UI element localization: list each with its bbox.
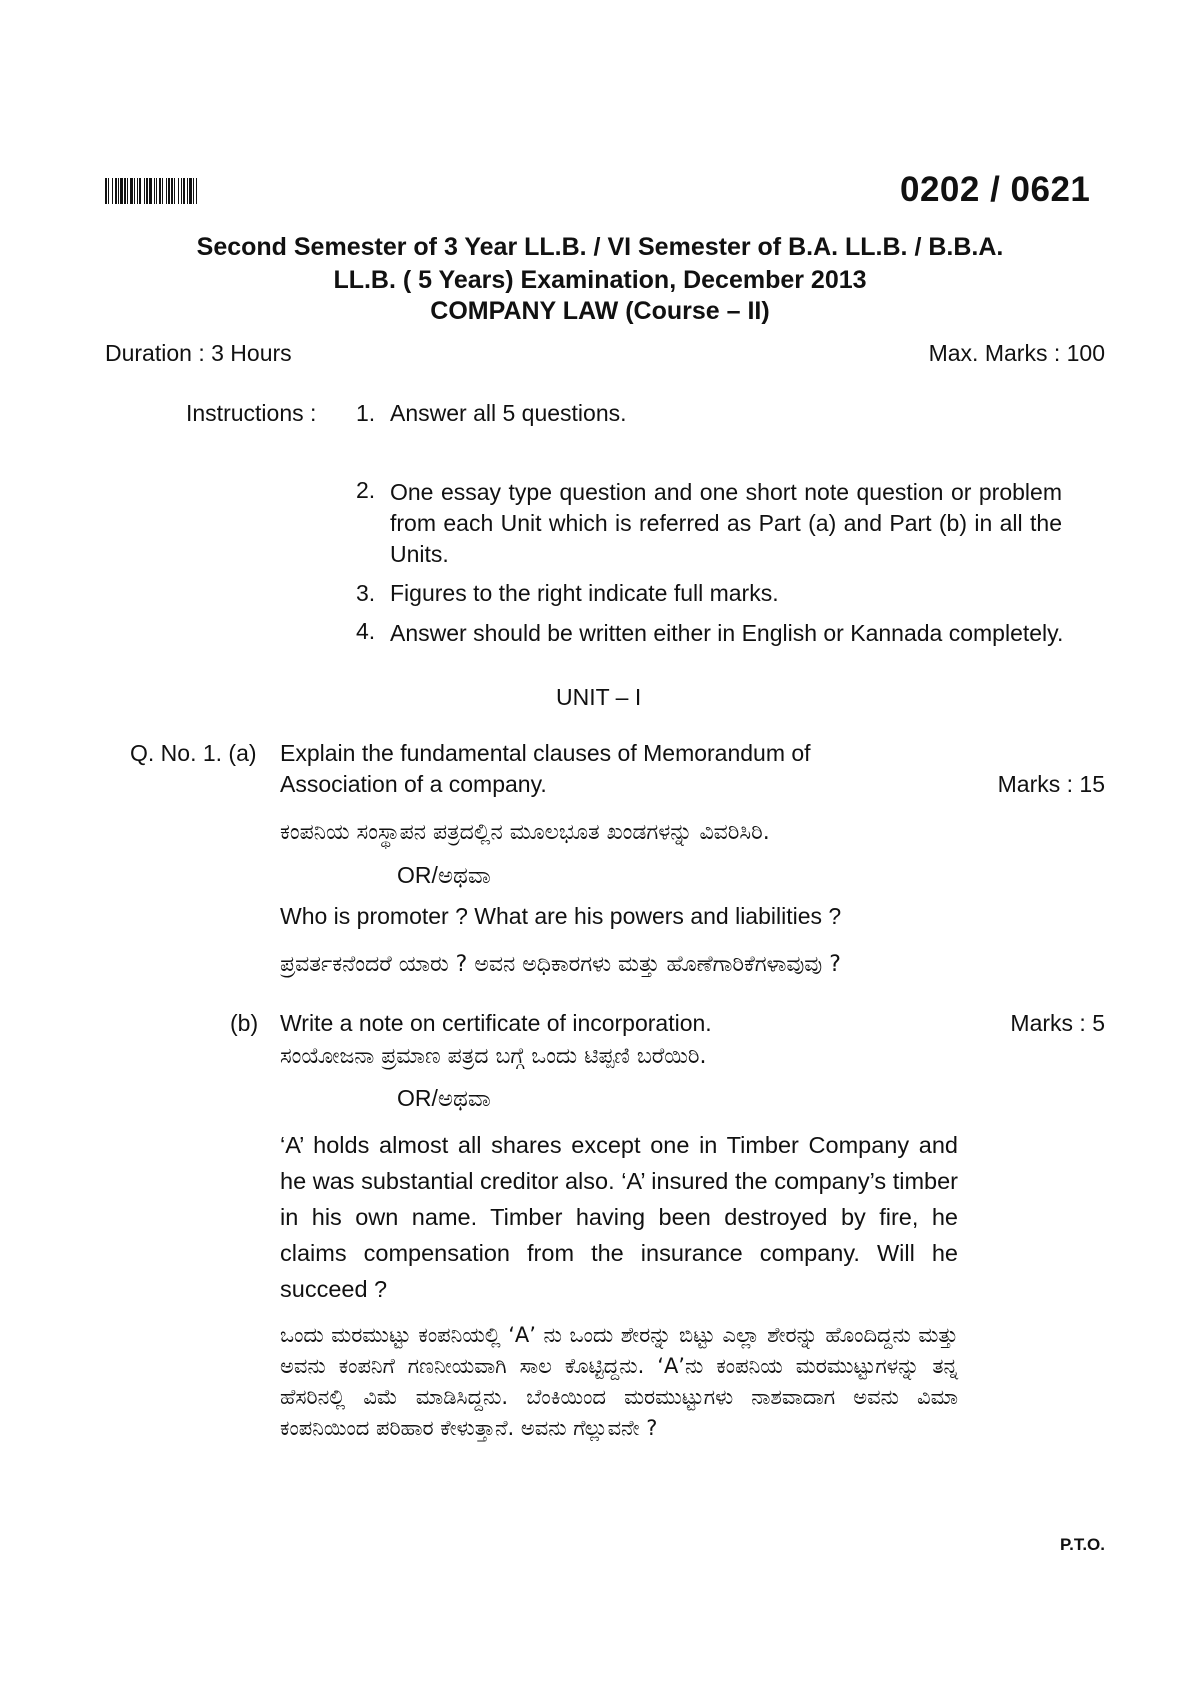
paper-code: 0202 / 0621	[900, 170, 1091, 209]
question-text-kannada: ಪ್ರವರ್ತಕನೆಂದರೆ ಯಾರು ? ಅವನ ಅಧಿಕಾರಗಳು ಮತ್ತು ಹೊಣೆಗಾರಿಕೆಗಳಾವುವು ?	[280, 952, 841, 977]
exam-title-line1: Second Semester of 3 Year LL.B. / VI Semester of B.A. LL.B. / B.B.A.	[196, 233, 1004, 261]
question-text: Who is promoter ? What are his powers and liabilities ?	[280, 903, 842, 929]
instructions-label: Instructions :	[186, 400, 317, 426]
or-separator: OR/ಅಥವಾ	[397, 862, 491, 888]
question-text-kannada: ಸಂಯೋಜನಾ ಪ್ರಮಾಣ ಪತ್ರದ ಬಗ್ಗೆ ಒಂದು ಟಿಪ್ಪಣಿ ಬರೆಯಿರಿ.	[280, 1044, 707, 1069]
exam-title-line2: LL.B. ( 5 Years) Examination, December 2013	[333, 266, 867, 294]
barcode-bar	[197, 178, 199, 204]
marks-label: Marks : 5	[1010, 1010, 1105, 1036]
question-label: Q. No. 1. (a)	[130, 740, 257, 766]
question-text: Write a note on certificate of incorporation.	[280, 1010, 712, 1036]
or-separator: OR/ಅಥವಾ	[397, 1085, 491, 1111]
question-label: (b)	[230, 1010, 259, 1036]
problem-text-kannada: ಒಂದು ಮರಮುಟ್ಟು ಕಂಪನಿಯಲ್ಲಿ ‘A’ ನು ಒಂದು ಶೇರನ್ನು ಬಿಟ್ಟು ಎಲ್ಲಾ ಶೇರನ್ನು ಹೊಂದಿದ್ದನು ಮತ್ತು ಅವನು ಕಂಪನಿಗೆ ಗಣನೀಯವಾಗಿ ಸಾಲ ಕೊಟ್ಟಿದ್ದನು. ‘A’ನು ಕಂಪನಿಯ ಮರಮುಟ್ಟುಗಳನ್ನು ತನ್ನ ಹೆಸರಿನಲ್ಲಿ ವಿಮೆ ಮಾಡಿಸಿದ್ದನು. ಬೆಂಕಿಯಿಂದ ಮರಮುಟ್ಟುಗಳು ನಾಶವಾದಾಗ ಅವನು ವಿಮಾ ಕಂಪನಿಯಿಂದ ಪರಿಹಾರ ಕೇಳುತ್ತಾನೆ. ಅವನು ಗೆಲ್ಲುವನೇ ?	[280, 1323, 958, 1440]
marks-label: Marks : 15	[997, 771, 1105, 797]
unit-heading: UNIT – I	[556, 684, 642, 710]
pto-label: P.T.O.	[1059, 1535, 1105, 1554]
instruction-text: Answer all 5 questions.	[390, 400, 627, 426]
instruction-text: One essay type question and one short note question or problem from each Unit which is referred as Part (a) and Part (b) in all the Units.	[390, 479, 1062, 567]
duration: Duration : 3 Hours	[105, 340, 292, 366]
barcode	[105, 178, 341, 204]
instruction-num: 1.	[356, 400, 376, 426]
subject-title: COMPANY LAW (Course – II)	[430, 297, 770, 325]
question-text: Explain the fundamental clauses of Memorandum of	[280, 740, 811, 766]
max-marks: Max. Marks : 100	[928, 340, 1105, 366]
instruction-text: Answer should be written either in English or Kannada completely.	[390, 620, 1064, 646]
instruction-num: 3.	[356, 580, 376, 606]
instruction-text: Figures to the right indicate full marks.	[390, 580, 779, 606]
problem-text: ‘A’ holds almost all shares except one in Timber Company and he was substantial creditor also. ‘A’ insured the company’s timber in his own name. Timber having been destroyed by fire, he claims compensation from the insurance company. Will he succeed ?	[280, 1132, 958, 1302]
question-text-kannada: ಕಂಪನಿಯ ಸಂಸ್ಥಾಪನ ಪತ್ರದಲ್ಲಿನ ಮೂಲಭೂತ ಖಂಡಗಳನ್ನು ವಿವರಿಸಿರಿ.	[280, 820, 770, 845]
instruction-num: 2.	[356, 477, 376, 503]
instruction-num: 4.	[356, 618, 376, 644]
question-text: Association of a company.	[280, 771, 547, 797]
